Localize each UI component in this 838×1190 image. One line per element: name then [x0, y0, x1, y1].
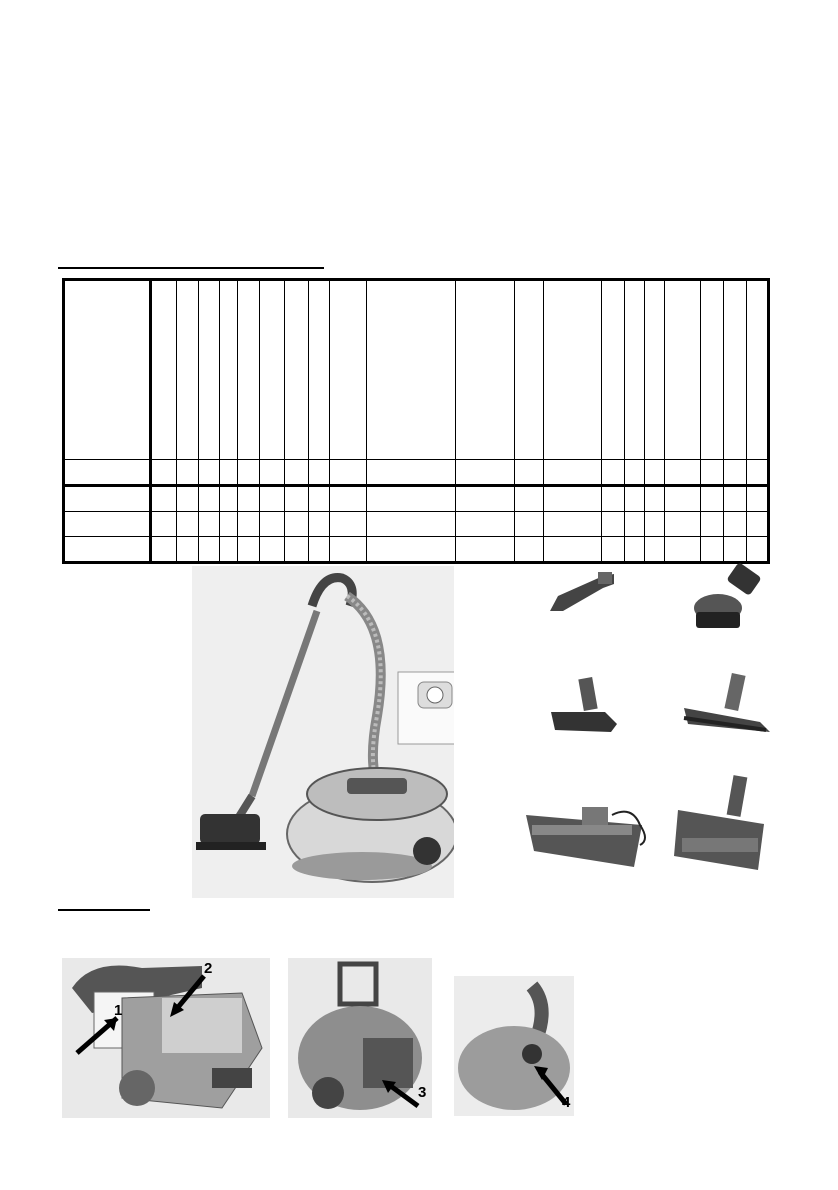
table-cell: [64, 280, 151, 460]
callout-3: 3: [418, 1084, 427, 1101]
section-heading-underline: [58, 267, 324, 269]
detail-photo-exhaust: [288, 958, 432, 1118]
callout-4: 4: [562, 1094, 571, 1111]
vacuum-cleaner-photo: [192, 566, 454, 898]
spec-table: [62, 278, 770, 564]
table-row: [64, 486, 769, 512]
parquet-nozzle-photo: [680, 670, 775, 740]
table-row: [64, 512, 769, 537]
table-header-row: [64, 280, 769, 460]
callout-2: 2: [204, 960, 213, 977]
detail-photo-filters: [62, 958, 270, 1118]
brush-nozzle-photo: [688, 562, 768, 634]
callout-1: 1: [114, 1002, 123, 1019]
subheading-underline: [58, 909, 150, 911]
detail-photo-hose-inlet: [454, 976, 574, 1116]
turbo-nozzle-photo: [670, 772, 768, 872]
crevice-nozzle-photo: [548, 566, 618, 616]
turbo-brush-photo: [522, 785, 657, 877]
table-row: [64, 537, 769, 563]
upholstery-nozzle-photo: [545, 670, 620, 735]
table-row: [64, 460, 769, 486]
